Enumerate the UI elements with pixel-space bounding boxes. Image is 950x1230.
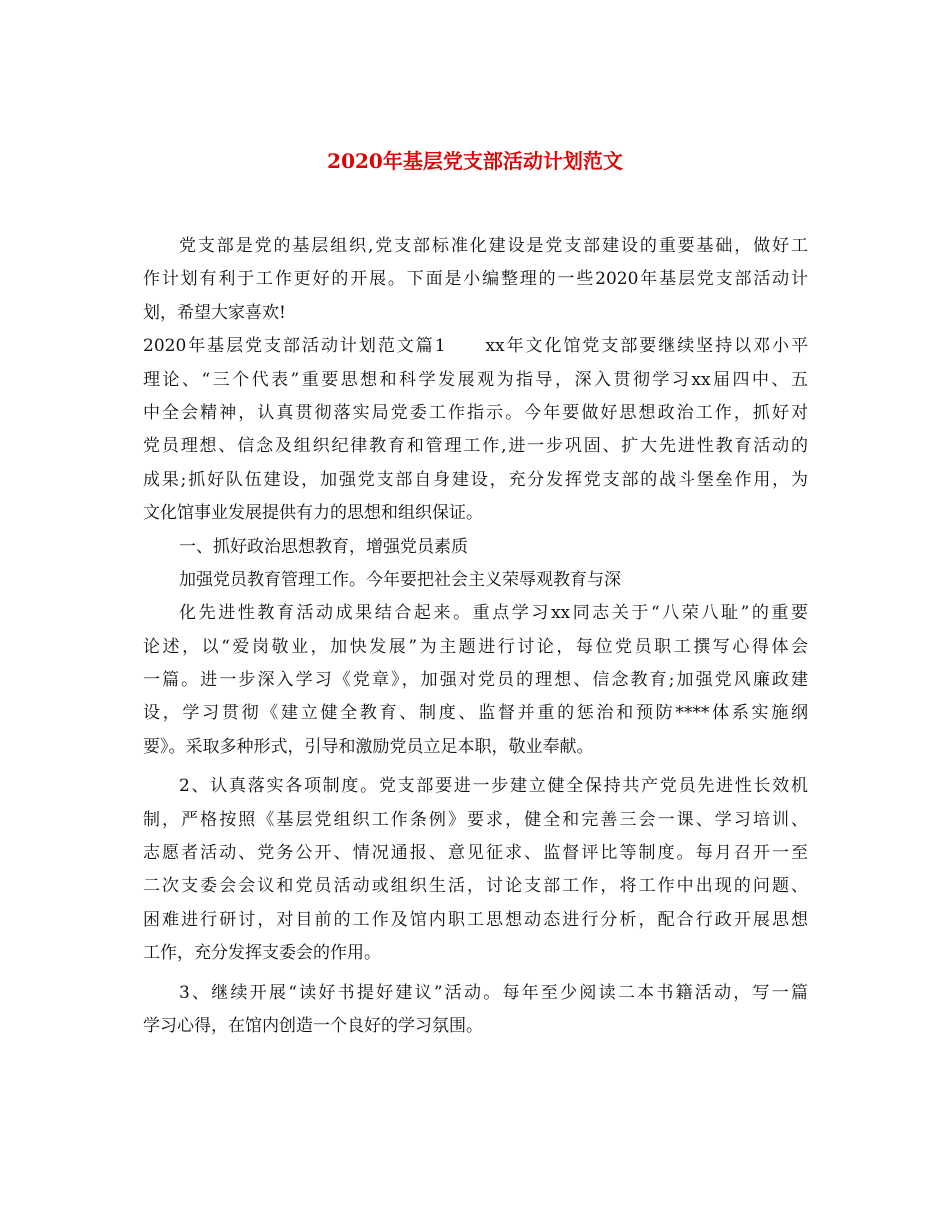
text-line: 党支部是党的基层组织,党支部标准化建设是党支部建设的重要基础，做好工	[179, 236, 808, 256]
text-line: 加强党员教育管理工作。今年要把社会主义荣辱观教育与深	[179, 569, 621, 590]
text-line: 中全会精神，认真贯彻落实局党委工作指示。今年要做好思想政治工作，抓好对	[143, 402, 808, 423]
text-line: 2、认真落实各项制度。党支部要进一步建立健全保持共产党员先进性长效机	[179, 776, 808, 797]
text-line: 成果;抓好队伍建设，加强党支部自身建设，充分发挥党支部的战斗堡垒作用，为	[143, 469, 808, 490]
text-line: 学习心得，在馆内创造一个良好的学习氛围。	[143, 1015, 483, 1036]
text-line: 困难进行研讨，对目前的工作及馆内职工思想动态进行分析，配合行政开展思想	[143, 909, 808, 930]
text-line: 论述，以“爱岗敬业，加快发展”为主题进行讨论，每位党员职工撰写心得体会	[143, 636, 808, 657]
document-body	[143, 230, 808, 1043]
text-line: 2020年基层党支部活动计划范文篇1 xx年文化馆党支部要继续坚持以邓小平	[143, 336, 808, 357]
text-line: 志愿者活动、党务公开、情况通报、意见征求、监督评比等制度。每月召开一至	[143, 843, 808, 864]
text-line: 党员理想、信念及组织纪律教育和管理工作,进一步巩固、扩大先进性教育活动的	[143, 436, 808, 457]
text-line: 设，学习贯彻《建立健全教育、制度、监督并重的惩治和预防****体系实施纲	[143, 703, 808, 724]
text-line: 划，希望大家喜欢!	[143, 302, 286, 323]
text-line: 一、抓好政治思想教育，增强党员素质	[179, 536, 468, 557]
text-line: 3、继续开展“读好书提好建议”活动。每年至少阅读二本书籍活动，写一篇	[179, 982, 808, 1003]
text-line: 理论、“三个代表”重要思想和科学发展观为指导，深入贯彻学习xx届四中、五	[143, 369, 808, 390]
text-line: 一篇。进一步深入学习《党章》，加强对党员的理想、信念教育;加强党风廉政建	[143, 670, 808, 691]
text-line: 二次支委会会议和党员活动或组织生活，讨论支部工作，将工作中出现的问题、	[143, 876, 808, 897]
text-line: 化先进性教育活动成果结合起来。重点学习xx同志关于“八荣八耻”的重要	[179, 603, 808, 624]
text-line: 要》。采取多种形式，引导和激励党员立足本职，敬业奉献。	[143, 736, 594, 757]
text-line: 文化馆事业发展提供有力的思想和组织保证。	[143, 503, 483, 524]
text-line: 作计划有利于工作更好的开展。下面是小编整理的一些2020年基层党支部活动计	[143, 269, 808, 290]
text-line: 制，严格按照《基层党组织工作条例》要求，健全和完善三会一课、学习培训、	[143, 809, 808, 830]
document-title: 2020年基层党支部活动计划范文	[327, 149, 623, 173]
text-line: 工作，充分发挥支委会的作用。	[143, 943, 381, 964]
